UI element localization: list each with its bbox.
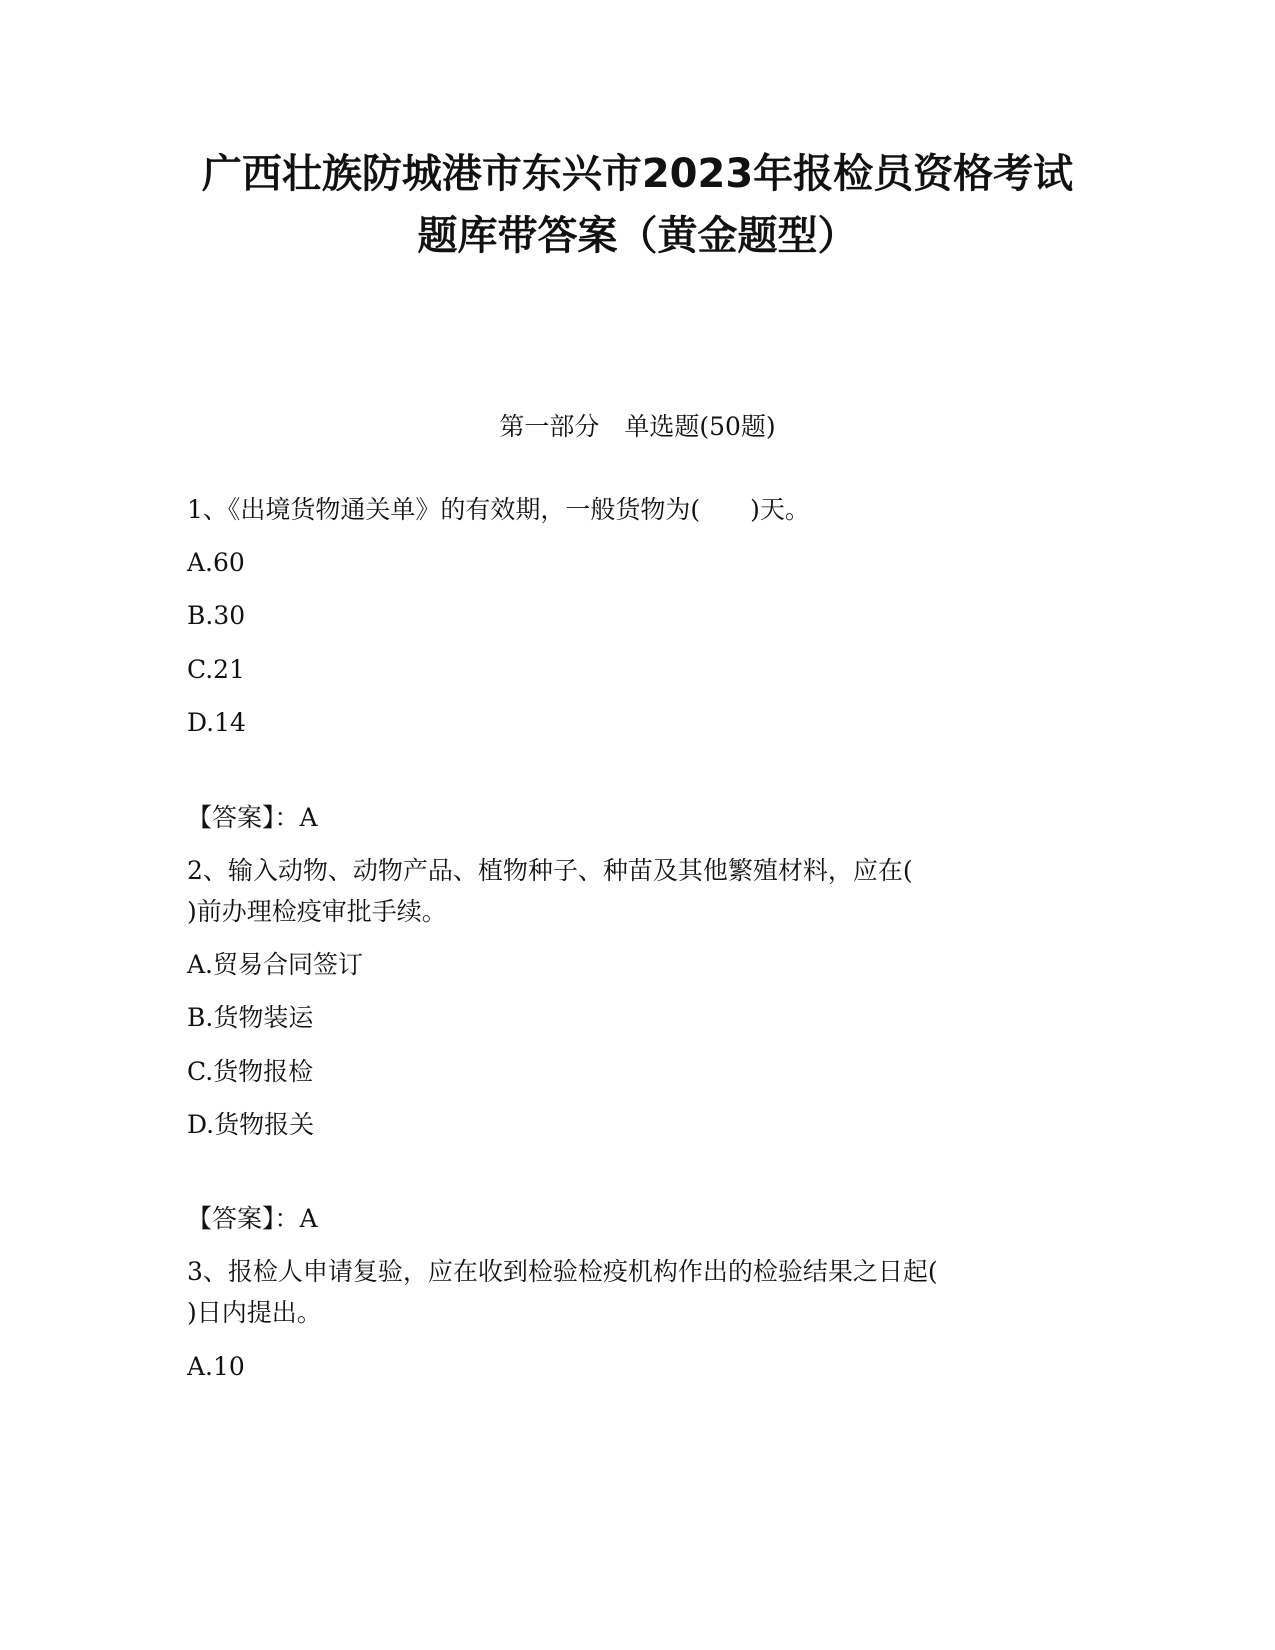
document-title-line-1: 广西壮族防城港市东兴市2023年报检员资格考试 [201,151,1074,197]
question-1-answer: 【答案】：A [187,803,318,832]
document-title-line-2: 题库带答案（黄金题型） [417,213,858,259]
question-1-option-d: D.14 [187,708,246,737]
question-1-option-c: C.21 [187,655,245,684]
question-2-option-d: D.货物报关 [187,1110,315,1139]
question-1-option-a: A.60 [187,548,245,577]
question-3-option-a: A.10 [187,1352,245,1381]
question-1-option-b: B.30 [187,601,246,630]
question-1-stem: 1、《出境货物通关单》的有效期，一般货物为( )天。 [187,495,810,524]
question-3-stem-line-2: )日内提出。 [187,1298,322,1327]
question-3-stem-line-1: 3、报检人申请复验，应在收到检验检疫机构作出的检验结果之日起( [187,1257,938,1286]
question-2-answer: 【答案】：A [187,1204,318,1233]
question-2-stem-line-1: 2、输入动物、动物产品、植物种子、种苗及其他繁殖材料，应在( [187,856,913,885]
question-2-option-c: C.货物报检 [187,1057,314,1086]
question-2-option-b: B.货物装运 [187,1003,314,1032]
question-2-option-a: A.贸易合同签订 [187,950,364,979]
section-title: 第一部分 单选题(50题) [499,412,776,441]
question-2-stem-line-2: )前办理检疫审批手续。 [187,897,447,926]
